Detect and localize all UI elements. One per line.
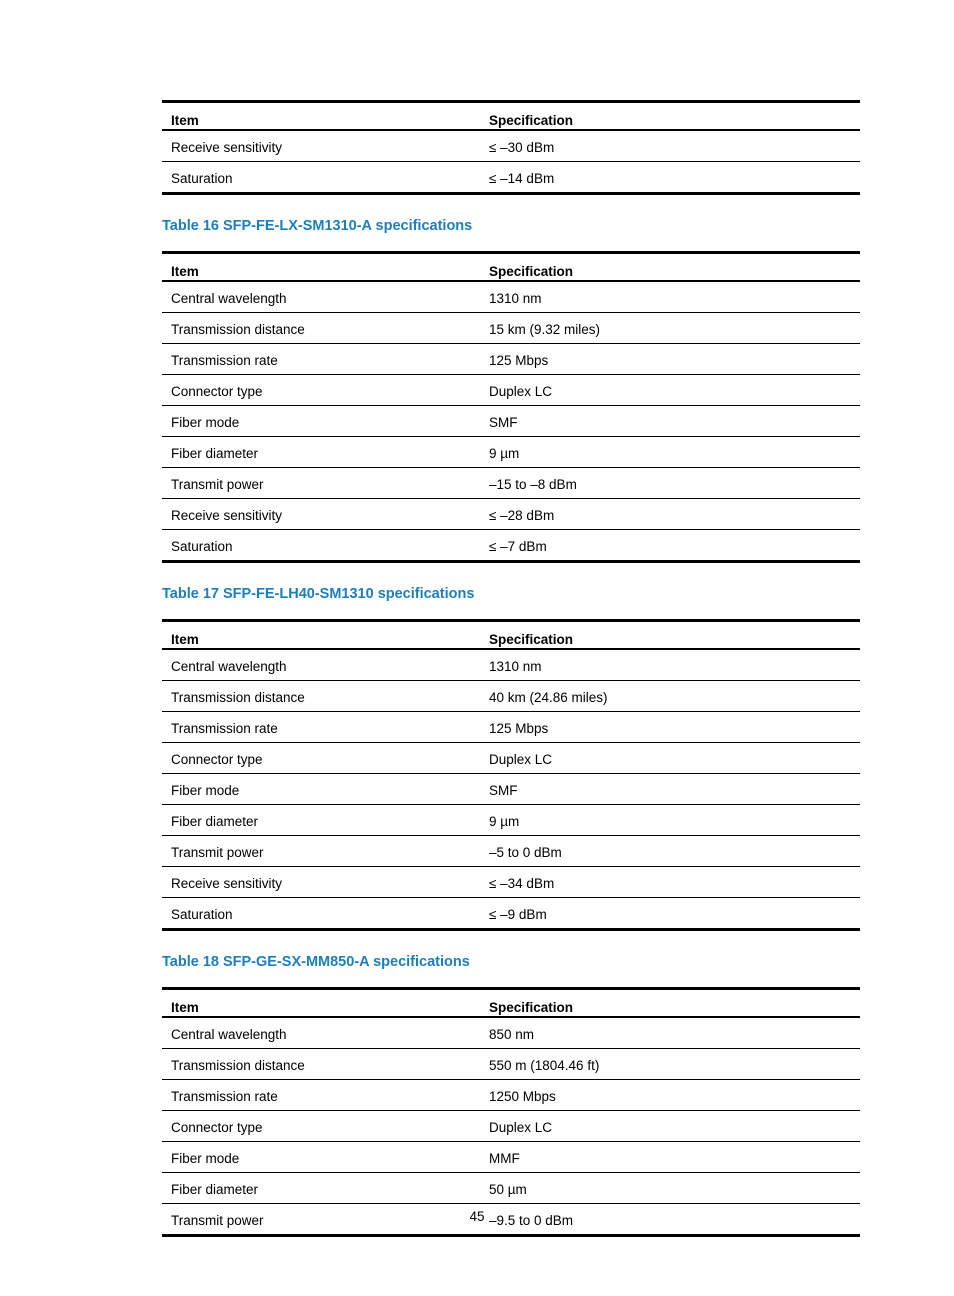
spec-table-16 [162, 251, 860, 563]
table-row [162, 774, 860, 805]
item-cell: Transmit power [162, 468, 480, 499]
spec-cell: ≤ –30 dBm [480, 130, 860, 162]
spec-cell: Duplex LC [480, 375, 860, 406]
item-cell: Transmit power [162, 836, 480, 867]
column-header-item: Item [162, 621, 480, 650]
spec-table-17 [162, 619, 860, 931]
table-row [162, 530, 860, 562]
spec-cell: 9 µm [480, 805, 860, 836]
column-header-item: Item [162, 989, 480, 1018]
table-row [162, 281, 860, 313]
item-cell: Transmission rate [162, 712, 480, 743]
spec-cell: 125 Mbps [480, 712, 860, 743]
spec-cell: –5 to 0 dBm [480, 836, 860, 867]
item-cell: Transmit power [162, 1204, 480, 1236]
table-row [162, 344, 860, 375]
item-cell: Transmission distance [162, 313, 480, 344]
spec-cell: Duplex LC [480, 743, 860, 774]
item-cell: Receive sensitivity [162, 867, 480, 898]
spec-table-continued [162, 100, 860, 195]
spec-cell: –15 to –8 dBm [480, 468, 860, 499]
table-row [162, 649, 860, 681]
spec-cell: 1310 nm [480, 281, 860, 313]
spec-cell: ≤ –28 dBm [480, 499, 860, 530]
table-row [162, 898, 860, 930]
spec-cell: ≤ –7 dBm [480, 530, 860, 562]
table-caption-17: Table 17 SFP-FE-LH40-SM1310 specifications [162, 586, 475, 602]
spec-table-18 [162, 987, 860, 1237]
item-cell: Fiber mode [162, 406, 480, 437]
column-header-specification: Specification [480, 102, 860, 131]
item-cell: Transmission rate [162, 1080, 480, 1111]
table-caption-18: Table 18 SFP-GE-SX-MM850-A specifications [162, 954, 470, 970]
table-row [162, 712, 860, 743]
column-header-specification: Specification [480, 621, 860, 650]
item-cell: Connector type [162, 743, 480, 774]
spec-cell: 40 km (24.86 miles) [480, 681, 860, 712]
table-row [162, 1049, 860, 1080]
table-row [162, 162, 860, 194]
spec-cell: Duplex LC [480, 1111, 860, 1142]
spec-cell: 9 µm [480, 437, 860, 468]
spec-cell: ≤ –34 dBm [480, 867, 860, 898]
spec-cell: 850 nm [480, 1017, 860, 1049]
spec-cell: ≤ –14 dBm [480, 162, 860, 194]
spec-cell: 1310 nm [480, 649, 860, 681]
column-header-item: Item [162, 102, 480, 131]
item-cell: Fiber diameter [162, 1173, 480, 1204]
item-cell: Fiber mode [162, 1142, 480, 1173]
table-header-row [162, 102, 860, 131]
table-row [162, 313, 860, 344]
table-header-row [162, 989, 860, 1018]
spec-cell: ≤ –9 dBm [480, 898, 860, 930]
item-cell: Connector type [162, 1111, 480, 1142]
item-cell: Transmission rate [162, 344, 480, 375]
column-header-item: Item [162, 253, 480, 282]
item-cell: Receive sensitivity [162, 499, 480, 530]
spec-cell: 550 m (1804.46 ft) [480, 1049, 860, 1080]
item-cell: Saturation [162, 530, 480, 562]
table-row [162, 805, 860, 836]
spec-cell: 15 km (9.32 miles) [480, 313, 860, 344]
column-header-specification: Specification [480, 253, 860, 282]
item-cell: Saturation [162, 162, 480, 194]
table-row [162, 499, 860, 530]
spec-cell: –9.5 to 0 dBm [480, 1204, 860, 1236]
table-row [162, 1080, 860, 1111]
spec-cell: MMF [480, 1142, 860, 1173]
table-row [162, 130, 860, 162]
table-row [162, 836, 860, 867]
table-row [162, 375, 860, 406]
table-caption-16: Table 16 SFP-FE-LX-SM1310-A specifications [162, 218, 473, 234]
item-cell: Fiber diameter [162, 437, 480, 468]
table-row [162, 1173, 860, 1204]
item-cell: Central wavelength [162, 281, 480, 313]
item-cell: Central wavelength [162, 649, 480, 681]
document-body [162, 100, 860, 1237]
spec-cell: SMF [480, 774, 860, 805]
table-row [162, 406, 860, 437]
item-cell: Connector type [162, 375, 480, 406]
item-cell: Receive sensitivity [162, 130, 480, 162]
item-cell: Fiber mode [162, 774, 480, 805]
spec-cell: 125 Mbps [480, 344, 860, 375]
table-row [162, 468, 860, 499]
table-row [162, 743, 860, 774]
table-header-row [162, 621, 860, 650]
table-row [162, 867, 860, 898]
item-cell: Transmission distance [162, 681, 480, 712]
spec-cell: 1250 Mbps [480, 1080, 860, 1111]
table-row [162, 437, 860, 468]
table-row [162, 681, 860, 712]
table-header-row [162, 253, 860, 282]
item-cell: Central wavelength [162, 1017, 480, 1049]
page-number: 45 [469, 1209, 485, 1224]
table-row [162, 1111, 860, 1142]
table-row [162, 1142, 860, 1173]
item-cell: Transmission distance [162, 1049, 480, 1080]
spec-cell: 50 µm [480, 1173, 860, 1204]
item-cell: Fiber diameter [162, 805, 480, 836]
table-row [162, 1017, 860, 1049]
spec-cell: SMF [480, 406, 860, 437]
column-header-specification: Specification [480, 989, 860, 1018]
item-cell: Saturation [162, 898, 480, 930]
